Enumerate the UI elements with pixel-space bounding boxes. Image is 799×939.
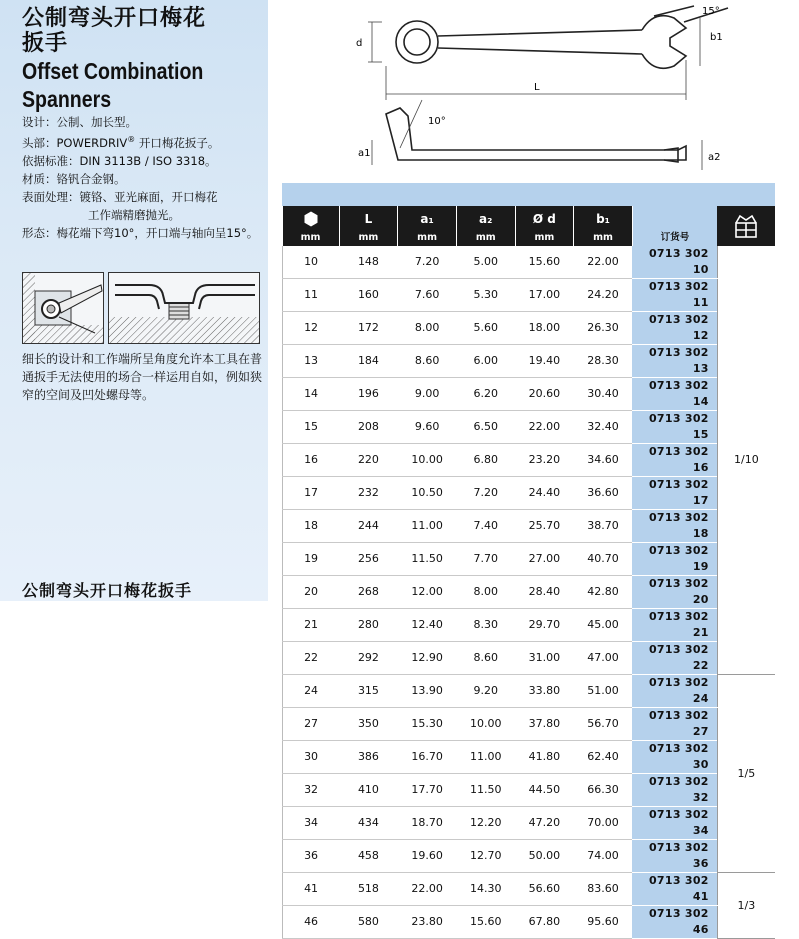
cell-a1: 11.00 bbox=[398, 510, 457, 543]
cell-d: 23.20 bbox=[515, 444, 574, 477]
technical-drawing bbox=[282, 0, 775, 183]
spec-head bbox=[22, 131, 262, 152]
table-row bbox=[283, 345, 776, 378]
pack-quantity-cell: 1/5 bbox=[717, 675, 775, 873]
cell-L: 410 bbox=[339, 774, 398, 807]
table-row bbox=[283, 675, 776, 708]
table-row bbox=[283, 576, 776, 609]
cell-size: 21 bbox=[283, 609, 340, 642]
cell-a2: 15.60 bbox=[456, 906, 515, 939]
article-number-cell[interactable]: 0713 302 19 bbox=[632, 543, 717, 576]
cell-L: 196 bbox=[339, 378, 398, 411]
title-chinese-line1: 公制弯头开口梅花 bbox=[22, 6, 207, 31]
spec-finish: 表面处理：镀铬、亚光麻面，开口梅花 bbox=[22, 189, 218, 204]
cell-a1: 12.00 bbox=[398, 576, 457, 609]
cell-b1: 45.00 bbox=[574, 609, 633, 642]
spanner-technical-drawing bbox=[282, 0, 775, 183]
article-number-cell[interactable]: 0713 302 17 bbox=[632, 477, 717, 510]
cell-size: 19 bbox=[283, 543, 340, 576]
cell-b1: 95.60 bbox=[574, 906, 633, 939]
table-row bbox=[283, 246, 776, 279]
article-number-cell[interactable]: 0713 302 46 bbox=[632, 906, 717, 939]
cell-a1: 18.70 bbox=[398, 807, 457, 840]
cell-a1: 13.90 bbox=[398, 675, 457, 708]
cell-a2: 11.00 bbox=[456, 741, 515, 774]
table-row bbox=[283, 609, 776, 642]
cell-d: 20.60 bbox=[515, 378, 574, 411]
article-number-cell[interactable]: 0713 302 24 bbox=[632, 675, 717, 708]
dimension-d-label: d bbox=[356, 38, 363, 49]
cell-size: 41 bbox=[283, 873, 340, 906]
cell-a2: 12.70 bbox=[456, 840, 515, 873]
table-row bbox=[283, 807, 776, 840]
cell-a2: 5.00 bbox=[456, 246, 515, 279]
article-number-cell[interactable]: 0713 302 16 bbox=[632, 444, 717, 477]
cell-d: 15.60 bbox=[515, 246, 574, 279]
cell-b1: 24.20 bbox=[574, 279, 633, 312]
cell-size: 24 bbox=[283, 675, 340, 708]
cell-d: 22.00 bbox=[515, 411, 574, 444]
header-d-unit: mm bbox=[534, 232, 555, 243]
table-row bbox=[283, 840, 776, 873]
cell-L: 184 bbox=[339, 345, 398, 378]
cell-b1: 47.00 bbox=[574, 642, 633, 675]
cell-size: 12 bbox=[283, 312, 340, 345]
cell-size: 30 bbox=[283, 741, 340, 774]
cell-a1: 19.60 bbox=[398, 840, 457, 873]
cell-a1: 8.00 bbox=[398, 312, 457, 345]
article-number-cell[interactable]: 0713 302 13 bbox=[632, 345, 717, 378]
cell-size: 17 bbox=[283, 477, 340, 510]
header-a2-unit: mm bbox=[475, 232, 496, 243]
cell-a2: 5.60 bbox=[456, 312, 515, 345]
pack-quantity-cell: 1/10 bbox=[717, 246, 775, 675]
table-body bbox=[283, 246, 776, 939]
title-chinese bbox=[22, 6, 262, 56]
cell-a1: 9.60 bbox=[398, 411, 457, 444]
hexagon-icon bbox=[303, 211, 319, 227]
article-number-cell[interactable]: 0713 302 41 bbox=[632, 873, 717, 906]
cell-a1: 7.60 bbox=[398, 279, 457, 312]
cell-size: 16 bbox=[283, 444, 340, 477]
article-number-cell[interactable]: 0713 302 30 bbox=[632, 741, 717, 774]
cell-b1: 28.30 bbox=[574, 345, 633, 378]
cell-a1: 17.70 bbox=[398, 774, 457, 807]
header-size bbox=[283, 206, 340, 246]
cell-d: 17.00 bbox=[515, 279, 574, 312]
cell-d: 67.80 bbox=[515, 906, 574, 939]
header-L-unit: mm bbox=[358, 232, 379, 243]
cell-d: 33.80 bbox=[515, 675, 574, 708]
description-text: 细长的设计和工作端所呈角度允许本工具在普通扳手无法使用的场合一样运用自如，例如狭窄的空间及凹处螺母等。 bbox=[22, 352, 263, 402]
header-article-label: 订货号 bbox=[660, 232, 690, 243]
cell-size: 46 bbox=[283, 906, 340, 939]
cell-a2: 6.50 bbox=[456, 411, 515, 444]
cell-b1: 83.60 bbox=[574, 873, 633, 906]
table-row bbox=[283, 708, 776, 741]
cell-size: 34 bbox=[283, 807, 340, 840]
cell-L: 268 bbox=[339, 576, 398, 609]
header-b1 bbox=[574, 206, 633, 246]
cell-d: 28.40 bbox=[515, 576, 574, 609]
cell-L: 256 bbox=[339, 543, 398, 576]
cell-d: 41.80 bbox=[515, 741, 574, 774]
cell-a2: 8.00 bbox=[456, 576, 515, 609]
header-article-number bbox=[632, 206, 717, 246]
cell-a1: 12.40 bbox=[398, 609, 457, 642]
spec-head-rest: 开口梅花扳子。 bbox=[135, 135, 220, 150]
table-row bbox=[283, 477, 776, 510]
cell-b1: 26.30 bbox=[574, 312, 633, 345]
cell-b1: 51.00 bbox=[574, 675, 633, 708]
header-a2-symbol: a₂ bbox=[479, 212, 493, 226]
cell-b1: 38.70 bbox=[574, 510, 633, 543]
cell-a1: 7.20 bbox=[398, 246, 457, 279]
title-english-line2: Spanners bbox=[22, 86, 112, 112]
cell-L: 280 bbox=[339, 609, 398, 642]
header-pack bbox=[717, 206, 775, 246]
cell-a2: 14.30 bbox=[456, 873, 515, 906]
title-english bbox=[22, 57, 226, 113]
cell-a2: 12.20 bbox=[456, 807, 515, 840]
cell-b1: 70.00 bbox=[574, 807, 633, 840]
spec-head-reg: ® bbox=[127, 135, 136, 144]
cell-L: 292 bbox=[339, 642, 398, 675]
header-size-unit: mm bbox=[300, 232, 321, 243]
article-number-cell[interactable]: 0713 302 27 bbox=[632, 708, 717, 741]
cell-L: 220 bbox=[339, 444, 398, 477]
open-end-usage-svg bbox=[109, 273, 259, 343]
cell-a2: 7.70 bbox=[456, 543, 515, 576]
title-english-line1: Offset Combination bbox=[22, 58, 204, 84]
cell-size: 20 bbox=[283, 576, 340, 609]
article-number-cell[interactable]: 0713 302 14 bbox=[632, 378, 717, 411]
cell-L: 315 bbox=[339, 675, 398, 708]
article-number-cell[interactable]: 0713 302 10 bbox=[632, 246, 717, 279]
header-b1-unit: mm bbox=[593, 232, 613, 243]
cell-size: 10 bbox=[283, 246, 340, 279]
cell-d: 25.70 bbox=[515, 510, 574, 543]
cell-L: 148 bbox=[339, 246, 398, 279]
cell-size: 13 bbox=[283, 345, 340, 378]
cell-d: 27.00 bbox=[515, 543, 574, 576]
cell-size: 14 bbox=[283, 378, 340, 411]
cell-L: 172 bbox=[339, 312, 398, 345]
open-end-usage-illustration bbox=[108, 272, 260, 344]
cell-d: 24.40 bbox=[515, 477, 574, 510]
table-row bbox=[283, 873, 776, 906]
cell-a1: 23.80 bbox=[398, 906, 457, 939]
article-number-cell[interactable]: 0713 302 11 bbox=[632, 279, 717, 312]
box-icon bbox=[733, 213, 759, 239]
cell-d: 18.00 bbox=[515, 312, 574, 345]
cell-L: 386 bbox=[339, 741, 398, 774]
cell-a2: 6.20 bbox=[456, 378, 515, 411]
cell-L: 580 bbox=[339, 906, 398, 939]
table-row bbox=[283, 906, 776, 939]
cell-b1: 36.60 bbox=[574, 477, 633, 510]
footer-title: 公制弯头开口梅花扳手 bbox=[22, 581, 193, 600]
cell-a1: 16.70 bbox=[398, 741, 457, 774]
angle-10-label: 10° bbox=[428, 116, 446, 127]
spanner-size-table bbox=[282, 206, 775, 939]
dimension-a1-label: a1 bbox=[358, 148, 371, 159]
spec-design: 设计：公制、加长型。 bbox=[22, 115, 137, 129]
cell-L: 160 bbox=[339, 279, 398, 312]
article-number-cell[interactable]: 0713 302 21 bbox=[632, 609, 717, 642]
header-a2 bbox=[456, 206, 515, 246]
cell-a2: 8.30 bbox=[456, 609, 515, 642]
article-number-cell[interactable]: 0713 302 12 bbox=[632, 312, 717, 345]
table-row bbox=[283, 642, 776, 675]
article-number-cell[interactable]: 0713 302 22 bbox=[632, 642, 717, 675]
spec-shape: 形态：梅花端下弯10°，开口端与轴向呈15°。 bbox=[22, 225, 259, 240]
table-row bbox=[283, 279, 776, 312]
cell-L: 232 bbox=[339, 477, 398, 510]
cell-L: 518 bbox=[339, 873, 398, 906]
cell-a2: 7.20 bbox=[456, 477, 515, 510]
pack-quantity-cell: 1/3 bbox=[717, 873, 775, 939]
cell-size: 18 bbox=[283, 510, 340, 543]
cell-a2: 6.00 bbox=[456, 345, 515, 378]
cell-L: 244 bbox=[339, 510, 398, 543]
spec-head-text: 头部：POWERDRIV bbox=[22, 135, 128, 150]
cell-a2: 8.60 bbox=[456, 642, 515, 675]
header-d bbox=[515, 206, 574, 246]
cell-b1: 42.80 bbox=[574, 576, 633, 609]
cell-d: 31.00 bbox=[515, 642, 574, 675]
cell-d: 29.70 bbox=[515, 609, 574, 642]
cell-d: 56.60 bbox=[515, 873, 574, 906]
cell-d: 50.00 bbox=[515, 840, 574, 873]
table-row bbox=[283, 411, 776, 444]
cell-size: 27 bbox=[283, 708, 340, 741]
table-row bbox=[283, 543, 776, 576]
cell-d: 37.80 bbox=[515, 708, 574, 741]
cell-a1: 12.90 bbox=[398, 642, 457, 675]
cell-d: 44.50 bbox=[515, 774, 574, 807]
cell-L: 458 bbox=[339, 840, 398, 873]
ring-end-usage-svg bbox=[23, 273, 103, 343]
cell-b1: 22.00 bbox=[574, 246, 633, 279]
cell-a1: 10.50 bbox=[398, 477, 457, 510]
cell-L: 208 bbox=[339, 411, 398, 444]
header-b1-symbol: b₁ bbox=[596, 212, 610, 226]
cell-a2: 10.00 bbox=[456, 708, 515, 741]
cell-size: 36 bbox=[283, 840, 340, 873]
angle-15-label: 15° bbox=[702, 6, 720, 17]
cell-a2: 5.30 bbox=[456, 279, 515, 312]
cell-b1: 56.70 bbox=[574, 708, 633, 741]
table-header-row bbox=[283, 206, 776, 246]
cell-size: 11 bbox=[283, 279, 340, 312]
header-L-symbol: L bbox=[364, 212, 373, 226]
cell-size: 22 bbox=[283, 642, 340, 675]
cell-b1: 30.40 bbox=[574, 378, 633, 411]
table-row bbox=[283, 312, 776, 345]
article-number-cell[interactable]: 0713 302 34 bbox=[632, 807, 717, 840]
ring-end-usage-illustration bbox=[22, 272, 104, 344]
cell-a1: 22.00 bbox=[398, 873, 457, 906]
header-d-symbol: Ø d bbox=[532, 212, 556, 226]
dimension-L-label: L bbox=[534, 82, 540, 93]
header-a1-unit: mm bbox=[417, 232, 437, 243]
header-a1-symbol: a₁ bbox=[420, 212, 434, 226]
cell-a2: 9.20 bbox=[456, 675, 515, 708]
spec-material: 材质：铬钒合金钢。 bbox=[22, 171, 126, 186]
cell-a2: 7.40 bbox=[456, 510, 515, 543]
table-row bbox=[283, 774, 776, 807]
table-row bbox=[283, 741, 776, 774]
header-L bbox=[339, 206, 398, 246]
header-a1 bbox=[398, 206, 457, 246]
cell-b1: 40.70 bbox=[574, 543, 633, 576]
cell-d: 47.20 bbox=[515, 807, 574, 840]
cell-a1: 8.60 bbox=[398, 345, 457, 378]
article-number-cell[interactable]: 0713 302 20 bbox=[632, 576, 717, 609]
table-row bbox=[283, 378, 776, 411]
cell-b1: 34.60 bbox=[574, 444, 633, 477]
article-number-cell[interactable]: 0713 302 36 bbox=[632, 840, 717, 873]
cell-a1: 10.00 bbox=[398, 444, 457, 477]
dimension-a2-label: a2 bbox=[708, 152, 721, 163]
cell-size: 15 bbox=[283, 411, 340, 444]
cell-b1: 74.00 bbox=[574, 840, 633, 873]
cell-a1: 9.00 bbox=[398, 378, 457, 411]
cell-b1: 66.30 bbox=[574, 774, 633, 807]
cell-a2: 11.50 bbox=[456, 774, 515, 807]
title-chinese-line2: 扳手 bbox=[22, 31, 69, 56]
article-number-cell[interactable]: 0713 302 18 bbox=[632, 510, 717, 543]
article-number-cell[interactable]: 0713 302 15 bbox=[632, 411, 717, 444]
cell-a1: 15.30 bbox=[398, 708, 457, 741]
spec-finish-continued: 工作端精磨抛光。 bbox=[88, 207, 180, 222]
cell-b1: 62.40 bbox=[574, 741, 633, 774]
table-top-band bbox=[282, 183, 775, 206]
table-row bbox=[283, 510, 776, 543]
cell-size: 32 bbox=[283, 774, 340, 807]
spec-standard: 依据标准：DIN 3113B / ISO 3318。 bbox=[22, 153, 217, 168]
cell-L: 434 bbox=[339, 807, 398, 840]
table-row bbox=[283, 444, 776, 477]
dimension-b1-label: b1 bbox=[710, 32, 723, 43]
article-number-cell[interactable]: 0713 302 32 bbox=[632, 774, 717, 807]
cell-a1: 11.50 bbox=[398, 543, 457, 576]
cell-L: 350 bbox=[339, 708, 398, 741]
cell-a2: 6.80 bbox=[456, 444, 515, 477]
cell-d: 19.40 bbox=[515, 345, 574, 378]
cell-b1: 32.40 bbox=[574, 411, 633, 444]
spec-list bbox=[22, 113, 262, 242]
